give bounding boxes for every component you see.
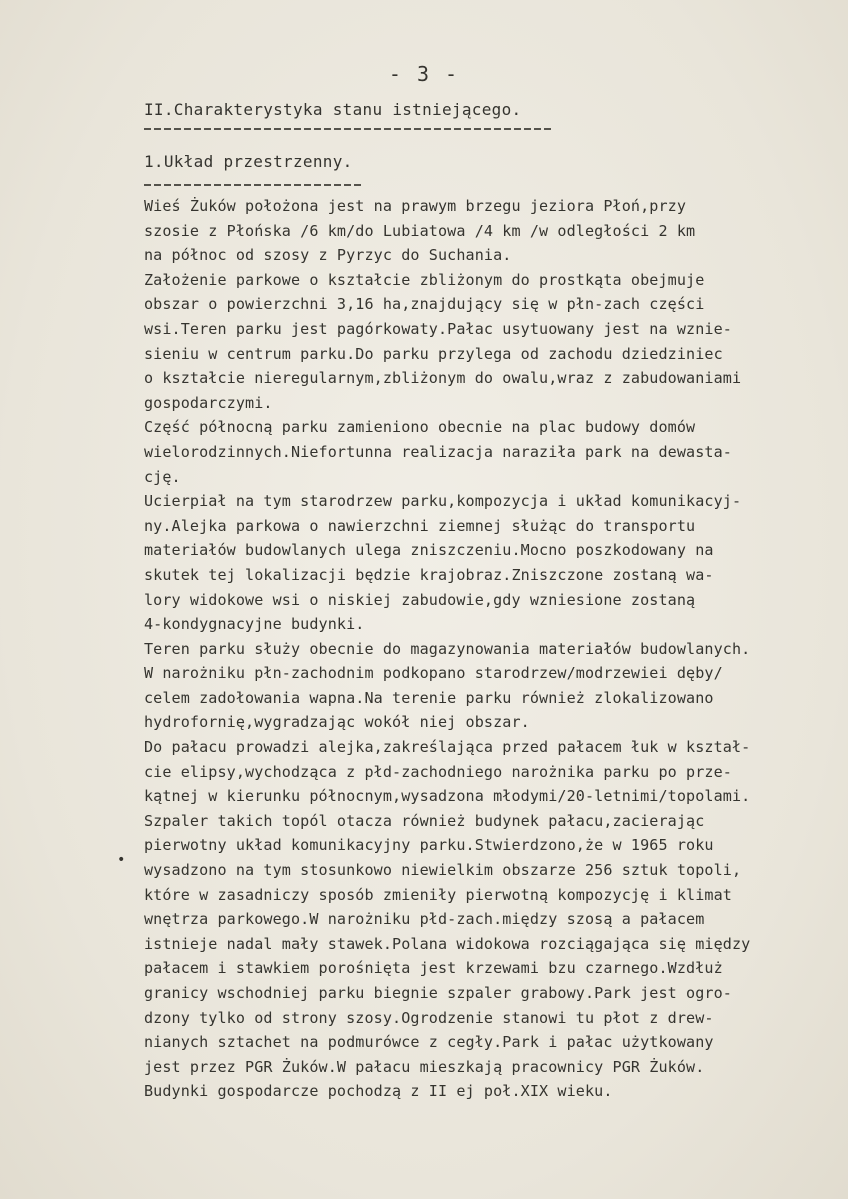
- text-line: kątnej w kierunku północnym,wysadzona młodymi/20-letnimi/topolami.: [144, 787, 751, 806]
- text-line: 4-kondygnacyjne budynki.: [144, 615, 365, 634]
- text-line: celem zadołowania wapna.Na terenie parku również zlokalizowano: [144, 688, 714, 707]
- text-line: pierwotny układ komunikacyjny parku.Stwierdzono,że w 1965 roku: [144, 836, 714, 855]
- subsection-heading-underline: [144, 184, 364, 186]
- text-line: Do pałacu prowadzi alejka,zakreślająca przed pałacem łuk w kształ-: [144, 738, 751, 757]
- text-line: W narożniku płn-zachodnim podkopano starodrzew/modrzewiei dęby/: [144, 664, 723, 683]
- text-line: które w zasadniczy sposób zmieniły pierwotną kompozycję i klimat: [144, 885, 732, 904]
- text-line: istnieje nadal mały stawek.Polana widokowa rozciągająca się między: [144, 934, 751, 953]
- page-number: - 3 -: [388, 62, 460, 86]
- text-line: dzony tylko od strony szosy.Ogrodzenie stanowi tu płot z drew-: [144, 1008, 714, 1027]
- text-line: wsi.Teren parku jest pagórkowaty.Pałac usytuowany jest na wznie-: [144, 319, 732, 338]
- text-line: Założenie parkowe o kształcie zbliżonym do prostkąta obejmuje: [144, 270, 705, 289]
- section-heading: II.Charakterystyka stanu istniejącego.: [144, 100, 522, 119]
- text-line: ny.Alejka parkowa o nawierzchni ziemnej służąc do transportu: [144, 516, 696, 535]
- text-line: Ucierpiał na tym starodrzew parku,kompozycja i układ komunikacyj-: [144, 492, 742, 511]
- text-line: Wieś Żuków położona jest na prawym brzegu jeziora Płoń,przy: [144, 197, 687, 215]
- subsection-heading: 1.Układ przestrzenny.: [144, 152, 353, 171]
- text-line: lory widokowe wsi o niskiej zabudowie,gdy wzniesione zostaną: [144, 590, 696, 609]
- text-line: Teren parku służy obecnie do magazynowania materiałów budowlanych.: [144, 639, 751, 658]
- text-line: cie elipsy,wychodząca z płd-zachodniego narożnika parku po prze-: [144, 762, 732, 781]
- text-line: szosie z Płońska /6 km/do Lubiatowa /4 km /w odległości 2 km: [144, 221, 696, 240]
- text-line: granicy wschodniej parku biegnie szpaler grabowy.Park jest ogro-: [144, 984, 732, 1002]
- text-line: obszar o powierzchni 3,16 ha,znajdujący się w płn-zach części: [144, 295, 705, 314]
- text-line: Szpaler takich topól otacza również budynek pałacu,zacierając: [144, 811, 705, 830]
- text-line: cję.: [144, 467, 181, 486]
- section-heading-underline: [144, 128, 552, 130]
- text-line: nianych sztachet na podmurówce z cegły.Park i pałac użytkowany: [144, 1033, 714, 1052]
- text-line: o kształcie nieregularnym,zbliżonym do owalu,wraz z zabudowaniami: [144, 369, 742, 388]
- text-line: skutek tej lokalizacji będzie krajobraz.Zniszczone zostaną wa-: [144, 565, 714, 584]
- text-line: materiałów budowlanych ulega zniszczeniu.Mocno poszkodowany na: [144, 541, 714, 560]
- text-line: jest przez PGR Żuków.W pałacu mieszkają pracownicy PGR Żuków.: [144, 1057, 705, 1076]
- text-line: wnętrza parkowego.W narożniku płd-zach.między szosą a pałacem: [144, 910, 705, 929]
- text-line: wysadzono na tym stosunkowo niewielkim obszarze 256 sztuk topoli,: [144, 861, 742, 880]
- text-line: Część północną parku zamieniono obecnie na plac budowy domów: [144, 418, 696, 437]
- body-text: [144, 194, 844, 1104]
- text-line: hydrofornię,wygradzając wokół niej obszar.: [144, 713, 530, 732]
- text-line: wielorodzinnych.Niefortunna realizacja naraziła park na dewasta-: [144, 442, 732, 461]
- text-line: sieniu w centrum parku.Do parku przylega od zachodu dziedziniec: [144, 344, 723, 363]
- text-line: Budynki gospodarcze pochodzą z II ej poł.XIX wieku.: [144, 1082, 613, 1101]
- text-line: na północ od szosy z Pyrzyc do Suchania.: [144, 246, 512, 265]
- text-line: pałacem i stawkiem porośnięta jest krzewami bzu czarnego.Wzdłuż: [144, 959, 723, 978]
- margin-mark: •: [117, 852, 126, 868]
- text-line: gospodarczymi.: [144, 393, 273, 412]
